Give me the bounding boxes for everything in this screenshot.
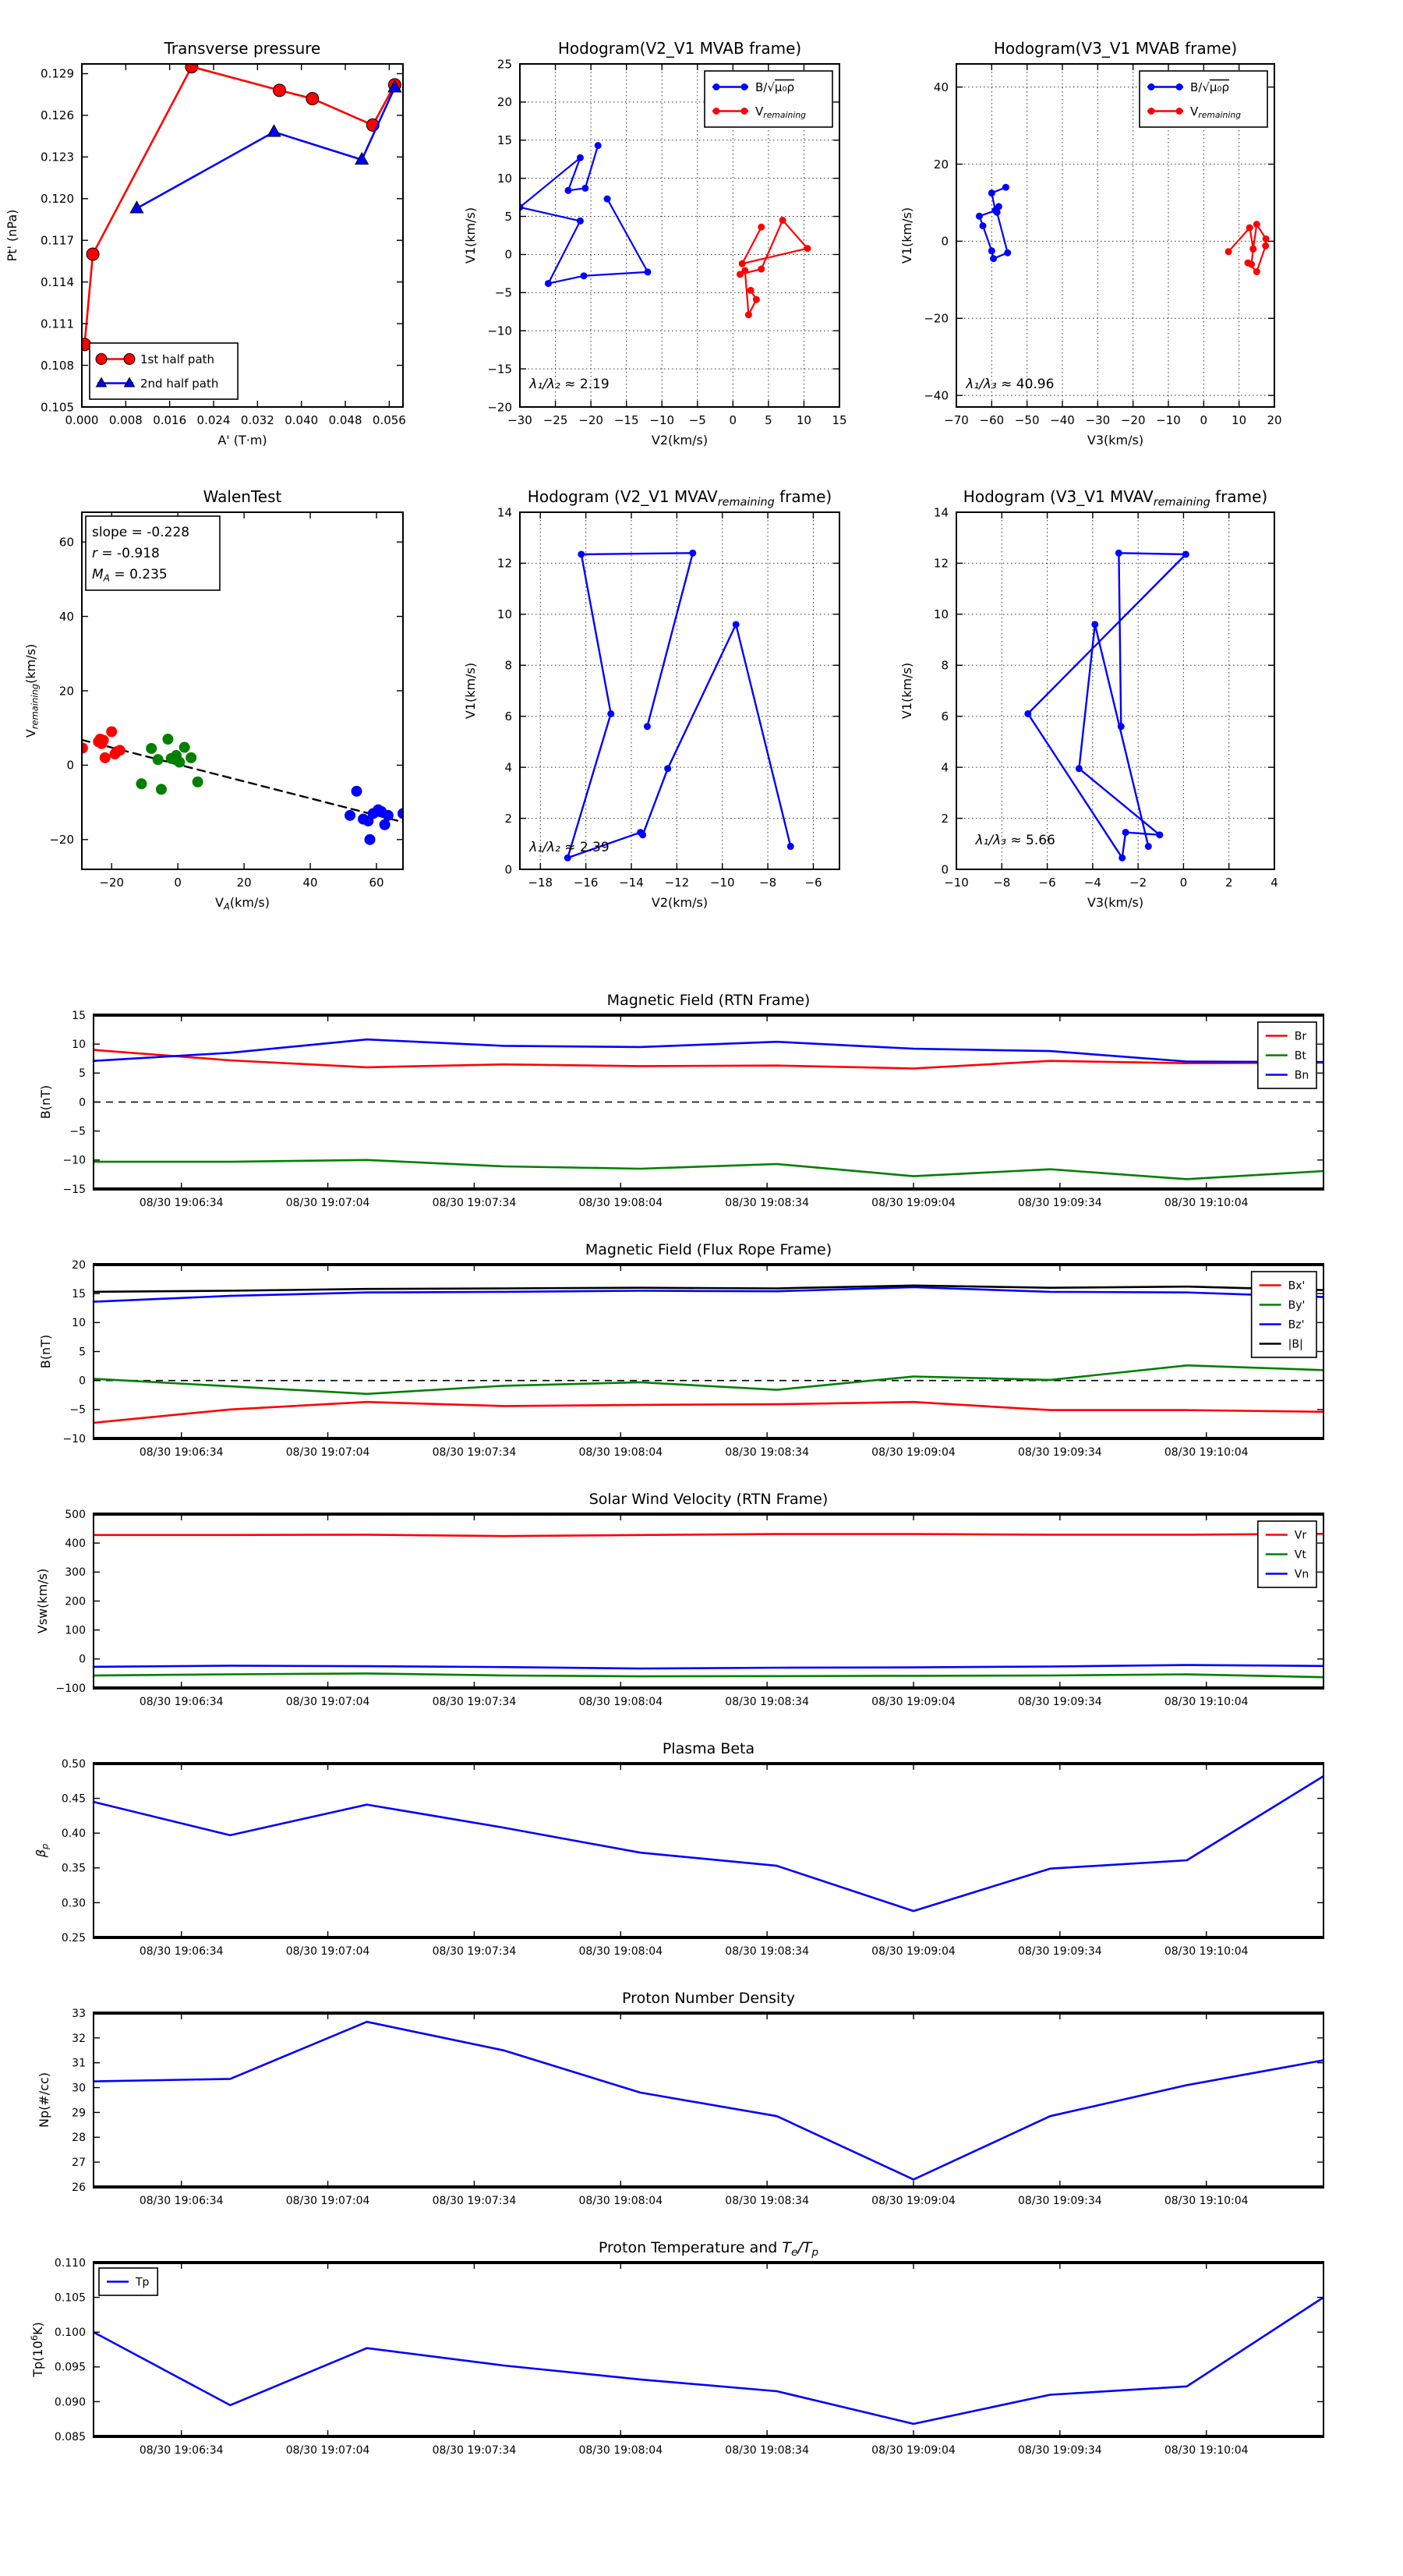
axes-border (520, 512, 839, 869)
ticks (62, 1259, 1323, 1459)
series-Vr (94, 1534, 1323, 1536)
x-tick-label: 0 (1200, 413, 1208, 427)
x-tick-label: −60 (979, 413, 1005, 427)
x-axis-label: V2(km/s) (651, 895, 709, 910)
x-tick-label: −14 (619, 876, 644, 890)
x-tick-label: 08/30 19:08:04 (578, 2444, 663, 2457)
x-tick-label: 20 (1267, 413, 1282, 427)
y-tick-label: 5 (504, 209, 512, 224)
legend (705, 71, 832, 127)
x-tick-label: 08/30 19:09:04 (871, 2444, 956, 2457)
x-tick-label: 08/30 19:09:34 (1018, 1945, 1102, 1958)
y-tick-label: 10 (72, 1039, 86, 1052)
y-tick-label: 5 (79, 1067, 86, 1081)
x-tick-label: −20 (99, 876, 125, 890)
y-tick-label: −15 (62, 1183, 86, 1196)
x-tick-label: 10 (1232, 413, 1247, 427)
x-tick-label: 08/30 19:07:34 (432, 2444, 517, 2457)
y-tick-label: 0.40 (61, 1828, 86, 1841)
series-Bn (94, 1039, 1323, 1062)
x-tick-label: 0 (1179, 876, 1188, 890)
legend (1258, 1022, 1316, 1088)
y-tick-label: −40 (924, 388, 949, 403)
y-axis-label: Pt' (nPa) (5, 209, 19, 262)
x-tick-label: 08/30 19:08:34 (725, 1197, 809, 1209)
x-tick-label: 5 (765, 413, 772, 427)
y-axis-label: V1(km/s) (463, 207, 478, 264)
y-tick-label: 0.105 (41, 400, 74, 415)
chart-hodogram-v3v1-mvab (899, 39, 1282, 448)
legend (1140, 71, 1267, 127)
y-tick-label: 31 (72, 2057, 86, 2070)
legend (1252, 1272, 1316, 1357)
series-By' (94, 1365, 1323, 1394)
fit-stats-line: r = -0.918 (92, 546, 160, 561)
series-Br (94, 1050, 1323, 1069)
fit-stats-line: slope = -0.228 (92, 525, 190, 540)
y-tick-label: 0 (79, 1375, 86, 1388)
y-tick-label: 0.111 (41, 317, 74, 331)
axes-border (94, 2013, 1323, 2187)
y-tick-label: −20 (487, 400, 512, 415)
x-tick-label: 08/30 19:06:34 (139, 1197, 224, 1209)
y-tick-label: 60 (58, 535, 74, 550)
y-tick-label: 0.120 (41, 192, 74, 207)
chart-title: Proton Temperature and $T_e/T_p$ (598, 2239, 819, 2259)
axes-border (94, 1764, 1323, 1937)
y-tick-label: 200 (65, 1595, 86, 1608)
x-tick-label: 08/30 19:08:34 (725, 2444, 809, 2457)
y-tick-label: −100 (55, 1682, 86, 1695)
y-tick-label: −10 (62, 1432, 86, 1445)
x-tick-label: 0 (174, 876, 182, 890)
y-tick-label: −10 (62, 1154, 86, 1167)
y-tick-label: 14 (497, 505, 512, 520)
series-first-third (77, 726, 125, 763)
x-tick-label: 08/30 19:06:34 (139, 1945, 224, 1958)
series-V-remaining (1225, 221, 1270, 275)
series-2nd half path (130, 80, 401, 213)
x-tick-label: 08/30 19:07:34 (432, 1446, 517, 1459)
x-tick-label: 15 (832, 413, 847, 427)
series-Tp (94, 2298, 1323, 2424)
lambda-ratio-annotation: λ₁/λ₃ ≈ 5.66 (975, 832, 1055, 848)
x-tick-label: −8 (759, 876, 777, 890)
chart-b-rtn (38, 992, 1324, 1209)
y-tick-label: 0.30 (61, 1897, 86, 1910)
x-tick-label: 08/30 19:08:04 (578, 1197, 663, 1209)
y-tick-label: 0.45 (61, 1792, 86, 1806)
x-tick-label: −6 (804, 876, 822, 890)
x-tick-label: −12 (664, 876, 690, 890)
chart-transverse-pressure (5, 39, 406, 448)
x-tick-label: −16 (573, 876, 599, 890)
legend-label: Tp (136, 2276, 150, 2289)
x-tick-label: 08/30 19:08:04 (578, 1945, 663, 1958)
x-tick-label: 40 (302, 876, 318, 890)
x-tick-label: 0 (729, 413, 737, 427)
x-axis-label: A' (T·m) (217, 433, 267, 448)
y-tick-label: 6 (504, 709, 512, 724)
chart-title: Solar Wind Velocity (RTN Frame) (588, 1491, 829, 1508)
x-tick-label: 08/30 19:09:04 (871, 1197, 956, 1209)
series-B-sqrt-mu0rho (517, 142, 652, 287)
chart-plasma-beta (34, 1740, 1324, 1958)
chart-title: Hodogram(V3_V1 MVAB frame) (993, 39, 1238, 58)
x-tick-label: 08/30 19:07:04 (285, 2195, 370, 2207)
fit-stats-line: $M_A = 0.235$ (92, 567, 168, 584)
y-tick-label: 0 (66, 758, 74, 773)
y-tick-label: −10 (487, 324, 512, 338)
x-tick-label: 08/30 19:10:04 (1164, 1197, 1249, 1209)
x-tick-label: −6 (1038, 876, 1056, 890)
y-tick-label: 30 (72, 2082, 86, 2095)
y-tick-label: −5 (69, 1403, 86, 1417)
x-tick-label: 08/30 19:08:04 (578, 1446, 663, 1459)
y-tick-label: 12 (497, 556, 512, 571)
y-tick-label: 0.129 (41, 66, 74, 81)
series-V-mvav (1024, 550, 1189, 862)
y-axis-label: B(nT) (38, 1085, 53, 1120)
x-tick-label: 08/30 19:09:34 (1018, 1197, 1102, 1209)
y-tick-label: 25 (497, 57, 512, 72)
x-axis-label: $V_A(km/s)$ (215, 895, 270, 912)
y-tick-label: 0 (79, 1096, 86, 1109)
chart-title: Hodogram (V3_V1 $MVAV_{remaining}$ frame) (963, 487, 1268, 509)
y-tick-label: 0.108 (41, 358, 74, 373)
x-tick-label: 0.056 (372, 413, 406, 427)
y-tick-label: 0.117 (41, 233, 74, 248)
x-tick-label: 08/30 19:09:34 (1018, 1696, 1102, 1708)
legend-label: Bz' (1288, 1318, 1305, 1332)
x-tick-label: 4 (1270, 876, 1278, 890)
x-tick-label: −4 (1083, 876, 1101, 890)
x-tick-label: −8 (993, 876, 1011, 890)
y-tick-label: 8 (504, 658, 512, 673)
y-tick-label: 400 (65, 1537, 86, 1551)
y-tick-label: 0 (504, 247, 512, 262)
y-tick-label: 26 (72, 2181, 86, 2194)
chart-title: Hodogram (V2_V1 $MVAV_{remaining}$ frame) (527, 487, 832, 509)
x-tick-label: −2 (1129, 876, 1147, 890)
x-tick-label: 08/30 19:08:34 (725, 1945, 809, 1958)
y-tick-label: 10 (497, 171, 512, 186)
x-tick-label: 0.000 (65, 413, 99, 427)
y-tick-label: 10 (72, 1317, 86, 1330)
y-axis-label: V1(km/s) (899, 662, 914, 720)
y-tick-label: 0.35 (61, 1862, 86, 1875)
series-Bx' (94, 1402, 1323, 1423)
series-V-remaining (737, 217, 811, 318)
y-tick-label: 300 (65, 1566, 86, 1580)
x-tick-label: 08/30 19:08:34 (725, 2195, 809, 2207)
series-1st half path (79, 61, 401, 351)
y-axis-label: $\beta_p$ (34, 1843, 51, 1858)
chart-title: Proton Number Density (622, 1990, 795, 2007)
y-tick-label: 10 (933, 607, 949, 622)
y-tick-label: 14 (933, 505, 949, 520)
x-axis-label: V3(km/s) (1087, 895, 1144, 910)
series-fit-line (82, 740, 403, 822)
grid (956, 512, 1274, 869)
x-tick-label: 08/30 19:09:04 (871, 1696, 956, 1708)
y-tick-label: 5 (79, 1346, 86, 1359)
ticks (62, 1010, 1323, 1209)
y-tick-label: 0 (504, 862, 512, 877)
x-tick-label: 08/30 19:10:04 (1164, 1446, 1249, 1459)
y-tick-label: 20 (497, 95, 512, 110)
y-tick-label: 0.126 (41, 108, 74, 123)
y-axis-label: $Tp(10^6K)$ (28, 2322, 45, 2377)
lambda-ratio-annotation: λ₁/λ₂ ≈ 2.39 (529, 840, 610, 856)
x-tick-label: 08/30 19:10:04 (1164, 1696, 1249, 1708)
x-tick-label: −40 (1050, 413, 1075, 427)
y-tick-label: 20 (933, 157, 949, 172)
x-tick-label: 20 (236, 876, 252, 890)
x-tick-label: 08/30 19:07:34 (432, 1197, 517, 1209)
grid (520, 512, 839, 869)
x-tick-label: −10 (709, 876, 735, 890)
ticks (55, 2257, 1323, 2457)
series-B-sqrt-mu0rho (976, 184, 1011, 262)
x-tick-label: −50 (1014, 413, 1040, 427)
x-tick-label: 08/30 19:06:34 (139, 1446, 224, 1459)
y-tick-label: 32 (72, 2032, 86, 2045)
x-tick-label: 08/30 19:09:04 (871, 1446, 956, 1459)
x-tick-label: 08/30 19:10:04 (1164, 2444, 1249, 2457)
x-tick-label: −5 (688, 413, 706, 427)
y-tick-label: −20 (49, 833, 74, 847)
y-tick-label: 0 (941, 862, 949, 877)
y-tick-label: −5 (69, 1125, 86, 1138)
chart-title: Plasma Beta (662, 1740, 755, 1757)
legend-label: Br (1294, 1030, 1307, 1043)
chart-title: Hodogram(V2_V1 MVAB frame) (557, 39, 802, 58)
x-tick-label: 08/30 19:06:34 (139, 2444, 224, 2457)
x-tick-label: 08/30 19:07:04 (285, 1945, 370, 1958)
x-axis-label: V3(km/s) (1087, 433, 1144, 448)
x-tick-label: −30 (1085, 413, 1111, 427)
y-tick-label: 0.50 (61, 1757, 86, 1771)
legend-label: Vr (1294, 1529, 1307, 1542)
ticks (72, 2008, 1323, 2207)
y-tick-label: 0 (941, 234, 949, 249)
x-tick-label: −20 (578, 413, 603, 427)
x-tick-label: 08/30 19:07:34 (432, 1696, 517, 1708)
x-tick-label: −30 (507, 413, 532, 427)
y-tick-label: 0.105 (54, 2291, 86, 2305)
chart-b-fluxrope (38, 1241, 1324, 1459)
y-tick-label: 0.090 (54, 2396, 86, 2409)
y-tick-label: 8 (941, 658, 949, 673)
y-tick-label: 20 (58, 684, 74, 699)
legend-label: By' (1288, 1299, 1306, 1312)
y-tick-label: 2 (941, 811, 949, 826)
series-Np (94, 2022, 1323, 2179)
y-tick-label: 0.110 (54, 2256, 86, 2270)
x-tick-label: 08/30 19:07:04 (285, 1446, 370, 1459)
chart-title: Transverse pressure (164, 39, 321, 58)
y-tick-label: 15 (497, 133, 512, 148)
legend-label: |B| (1288, 1338, 1303, 1351)
x-tick-label: 08/30 19:09:34 (1018, 2444, 1102, 2457)
x-tick-label: −10 (944, 876, 969, 890)
legend (99, 2268, 157, 2295)
x-tick-label: 0.048 (328, 413, 362, 427)
x-tick-label: −15 (613, 413, 639, 427)
legend-label: B/√μ₀ρ (755, 80, 794, 94)
axes-border (94, 1514, 1323, 1688)
series-beta-p (94, 1776, 1323, 1911)
y-tick-label: 12 (933, 556, 949, 571)
y-tick-label: 0.100 (54, 2327, 86, 2340)
y-tick-label: 40 (58, 609, 74, 624)
legend-label: 1st half path (140, 352, 215, 366)
legend (1258, 1521, 1316, 1587)
x-tick-label: 08/30 19:09:34 (1018, 2195, 1102, 2207)
chart-walen-test (23, 487, 408, 912)
legend-label: 2nd half path (140, 376, 219, 391)
x-tick-label: 10 (796, 413, 811, 427)
x-tick-label: 08/30 19:09:04 (871, 2195, 956, 2207)
x-tick-label: 08/30 19:09:04 (871, 1945, 956, 1958)
y-tick-label: 10 (497, 607, 512, 622)
x-tick-label: 08/30 19:07:34 (432, 1945, 517, 1958)
y-tick-label: 28 (72, 2132, 86, 2145)
y-tick-label: 4 (941, 760, 949, 775)
series-last-third (345, 786, 408, 845)
x-tick-label: 0.024 (196, 413, 231, 427)
x-tick-label: −10 (1156, 413, 1181, 427)
chart-hodogram-v2v1-mvab (463, 39, 847, 448)
y-tick-label: −15 (487, 362, 512, 377)
y-tick-label: −5 (494, 285, 512, 300)
lambda-ratio-annotation: λ₁/λ₃ ≈ 40.96 (966, 376, 1055, 392)
y-tick-label: 33 (72, 2007, 86, 2020)
x-tick-label: −20 (1120, 413, 1146, 427)
y-tick-label: 15 (72, 1288, 86, 1301)
x-axis-label: V2(km/s) (651, 433, 709, 448)
y-tick-label: 100 (65, 1624, 86, 1637)
y-tick-label: −20 (924, 311, 949, 326)
legend-label: B/√μ₀ρ (1190, 80, 1229, 94)
y-axis-label: $V_{remaining}(km/s)$ (23, 643, 41, 738)
y-tick-label: 15 (72, 1009, 86, 1022)
x-tick-label: 08/30 19:08:04 (578, 2195, 663, 2207)
y-tick-label: 27 (72, 2157, 86, 2170)
x-tick-label: 08/30 19:06:34 (139, 2195, 224, 2207)
y-tick-label: 0.085 (54, 2430, 86, 2443)
x-tick-label: 0.032 (240, 413, 274, 427)
x-tick-label: 08/30 19:10:04 (1164, 1945, 1249, 1958)
legend-label: Bn (1294, 1069, 1309, 1082)
y-tick-label: 0.25 (61, 1931, 86, 1944)
y-tick-label: 0.114 (41, 274, 74, 289)
x-tick-label: 08/30 19:08:34 (725, 1446, 809, 1459)
legend (90, 343, 238, 399)
chart-vsw-rtn (35, 1491, 1324, 1708)
legend-label: Bt (1294, 1049, 1306, 1063)
legend-label: Vt (1294, 1548, 1306, 1562)
legend-label: Bx' (1288, 1279, 1306, 1293)
x-tick-label: −70 (944, 413, 969, 427)
series-V-mvav (564, 550, 794, 862)
x-tick-label: 08/30 19:07:04 (285, 2444, 370, 2457)
x-tick-label: 08/30 19:06:34 (139, 1696, 224, 1708)
chart-hodogram-v2v1-mvav (463, 487, 839, 910)
legend-label: $V_{remaining}$ (755, 104, 807, 121)
x-tick-label: −10 (649, 413, 675, 427)
y-axis-label: V1(km/s) (463, 662, 478, 720)
y-axis-label: V1(km/s) (899, 207, 914, 264)
y-axis-label: Vsw(km/s) (35, 1568, 50, 1634)
chart-title: Magnetic Field (Flux Rope Frame) (585, 1241, 832, 1258)
x-tick-label: 0.008 (108, 413, 143, 427)
y-tick-label: 4 (504, 760, 512, 775)
y-axis-label: B(nT) (38, 1334, 53, 1369)
y-tick-label: 20 (72, 1258, 86, 1272)
x-tick-label: 08/30 19:08:04 (578, 1696, 663, 1708)
x-tick-label: 0.016 (153, 413, 187, 427)
y-tick-label: 6 (941, 709, 949, 724)
series-Bt (94, 1160, 1323, 1180)
series-Vn (94, 1665, 1323, 1669)
series-middle-third (136, 734, 203, 794)
x-tick-label: −25 (542, 413, 568, 427)
x-tick-label: 08/30 19:09:34 (1018, 1446, 1102, 1459)
x-tick-label: 60 (369, 876, 384, 890)
x-tick-label: 2 (1225, 876, 1233, 890)
x-tick-label: 08/30 19:10:04 (1164, 2195, 1249, 2207)
y-tick-label: 40 (933, 80, 949, 94)
legend-label: $V_{remaining}$ (1190, 104, 1242, 121)
y-tick-label: 0.123 (41, 150, 74, 165)
x-tick-label: 08/30 19:07:34 (432, 2195, 517, 2207)
lambda-ratio-annotation: λ₁/λ₂ ≈ 2.19 (529, 376, 610, 392)
x-tick-label: −18 (528, 876, 553, 890)
y-tick-label: 29 (72, 2107, 86, 2120)
chart-proton-temperature (29, 2239, 1324, 2457)
y-tick-label: 2 (504, 811, 512, 826)
x-tick-label: 08/30 19:07:04 (285, 1197, 370, 1209)
x-tick-label: 0.040 (284, 413, 319, 427)
chart-hodogram-v3v1-mvav (899, 487, 1278, 910)
ticks (56, 1509, 1323, 1708)
axes-border (956, 512, 1274, 869)
y-tick-label: 0 (79, 1653, 86, 1666)
x-tick-label: 08/30 19:08:34 (725, 1696, 809, 1708)
chart-title: Magnetic Field (RTN Frame) (606, 992, 811, 1009)
legend-label: Vn (1294, 1568, 1309, 1581)
series-Vt (94, 1673, 1323, 1677)
axes-border (94, 2263, 1323, 2436)
chart-proton-density (37, 1990, 1324, 2207)
x-tick-label: 08/30 19:07:04 (285, 1696, 370, 1708)
y-tick-label: 500 (65, 1508, 86, 1521)
chart-title: WalenTest (203, 487, 282, 506)
y-tick-label: 0.095 (54, 2361, 86, 2374)
y-axis-label: Np(#/cc) (37, 2072, 51, 2128)
